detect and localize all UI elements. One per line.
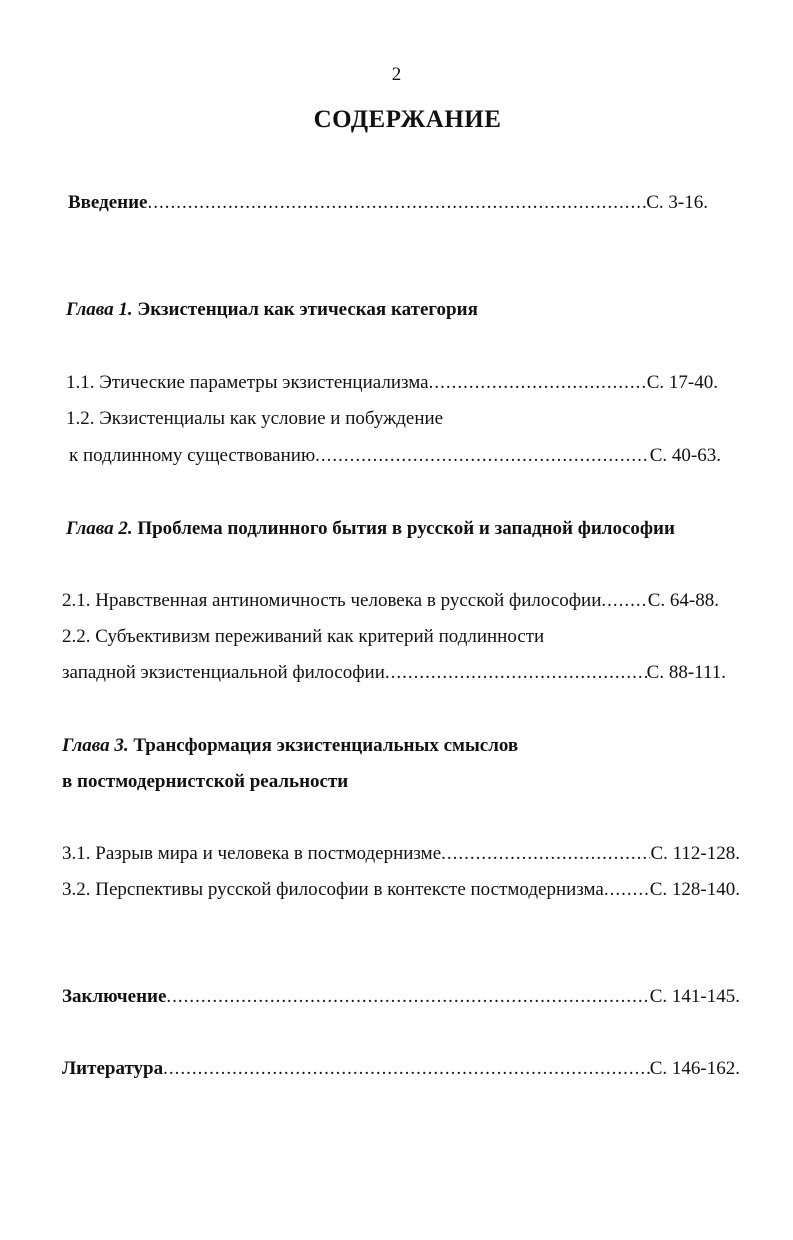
toc-entry-2-1 — [62, 590, 719, 612]
chapter-title: Проблема подлинного бытия в русской и западной философии — [137, 518, 675, 539]
toc-leader — [385, 662, 647, 684]
toc-leader — [163, 1058, 650, 1080]
chapter-label: Глава 1. — [66, 299, 133, 320]
chapter-heading-3 — [62, 735, 518, 757]
toc-pages: С. 141-145. — [649, 986, 740, 1007]
toc-entry-intro — [68, 192, 708, 214]
chapter-title: Трансформация экзистенциальных смыслов — [133, 735, 519, 756]
chapter-label: Глава 3. — [62, 735, 129, 756]
toc-leader — [166, 986, 649, 1008]
chapter-heading-3-line2: в постмодернистской реальности — [62, 771, 349, 792]
toc-entry-conclusion — [62, 986, 740, 1008]
toc-leader — [441, 843, 650, 865]
toc-pages: С. 112-128. — [650, 843, 740, 864]
toc-leader — [601, 590, 647, 612]
chapter-heading-1 — [66, 299, 478, 321]
toc-entry-1-2-line1: 1.2. Экзистенциалы как условие и побуждение — [66, 408, 444, 429]
toc-label: Введение — [68, 192, 148, 213]
chapter-label: Глава 2. — [66, 518, 133, 539]
toc-label: Литература — [62, 1058, 164, 1079]
toc-entry-1-2 — [69, 445, 721, 467]
chapter-title: Экзистенциал как этическая категория — [137, 299, 478, 320]
toc-label: 1.1. Этические параметры экзистенциализма — [66, 372, 429, 393]
toc-entry-1-1 — [66, 372, 718, 394]
toc-label: 3.1. Разрыв мира и человека в постмодернизме — [62, 843, 442, 864]
toc-pages: С. 40-63. — [649, 445, 721, 466]
toc-label: 3.2. Перспективы русской философии в контексте постмодернизма — [62, 879, 604, 900]
page-title: СОДЕРЖАНИЕ — [313, 106, 502, 133]
toc-label: 2.1. Нравственная антиномичность человека в русской философии — [62, 590, 602, 611]
toc-pages: С. 17-40. — [646, 372, 718, 393]
toc-label: к подлинному существованию — [69, 445, 316, 466]
toc-entry-3-2 — [62, 879, 740, 901]
toc-leader — [148, 192, 647, 214]
chapter-heading-2 — [66, 518, 675, 540]
toc-leader — [604, 879, 650, 901]
page-number: 2 — [391, 64, 402, 85]
toc-pages: С. 146-162. — [649, 1058, 740, 1079]
toc-pages: С. 88-111. — [646, 662, 726, 683]
toc-entry-3-1 — [62, 843, 740, 865]
toc-label: Заключение — [62, 986, 167, 1007]
toc-entry-2-2 — [62, 662, 726, 684]
toc-pages: С. 128-140. — [649, 879, 740, 900]
toc-pages: С. 3-16. — [646, 192, 708, 213]
toc-leader — [315, 445, 650, 467]
toc-entry-literature — [62, 1058, 740, 1080]
toc-leader — [429, 372, 647, 394]
toc-pages: С. 64-88. — [647, 590, 719, 611]
toc-label: западной экзистенциальной философии — [62, 662, 385, 683]
toc-entry-2-2-line1: 2.2. Субъективизм переживаний как критерий подлинности — [62, 626, 545, 647]
